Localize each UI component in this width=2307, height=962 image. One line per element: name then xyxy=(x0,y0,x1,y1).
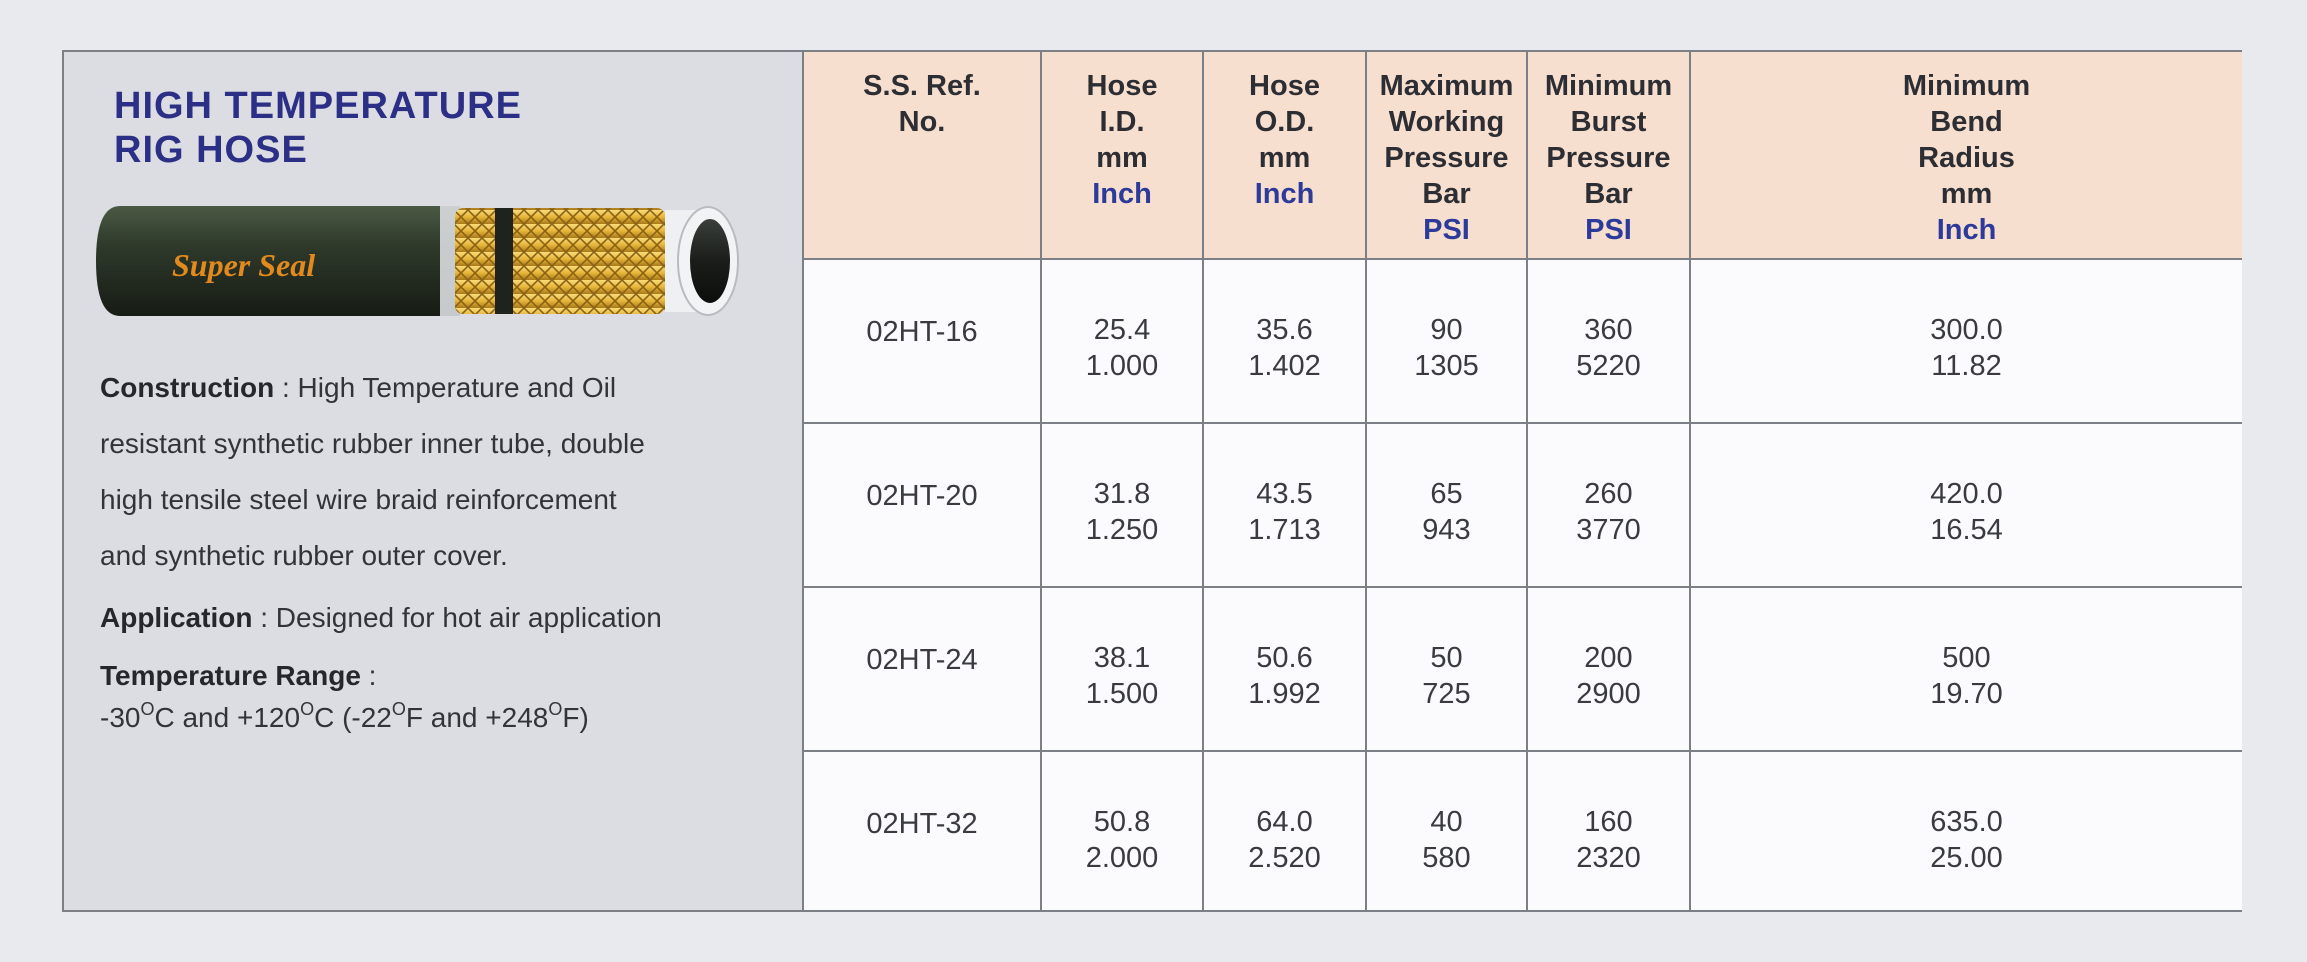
cell-value: 64.0 xyxy=(1256,806,1313,838)
header-line: Maximum xyxy=(1379,70,1514,102)
header-line: Bar xyxy=(1422,178,1471,210)
cell-ref xyxy=(804,752,1042,910)
header-line: Bend xyxy=(1930,106,2003,138)
brand-logo: Super Seal xyxy=(172,247,316,283)
header-line: Pressure xyxy=(1384,142,1509,174)
cell-bend-radius xyxy=(1691,752,2242,910)
header-unit: Inch xyxy=(1936,214,1997,246)
cell-hose-od xyxy=(1204,752,1367,910)
cell-value: 11.82 xyxy=(1931,350,2002,382)
cell-value: 3770 xyxy=(1576,514,1641,546)
application-label: Application xyxy=(100,602,253,633)
header-line: mm xyxy=(1258,142,1311,174)
cell-value: 420.0 xyxy=(1930,478,2003,510)
header-min-burst-pressure xyxy=(1528,52,1691,260)
cell-burst-pressure xyxy=(1528,752,1691,910)
cell-hose-od xyxy=(1204,588,1367,752)
hose-braid-inner xyxy=(520,212,665,310)
cell-value: 943 xyxy=(1422,514,1471,546)
cell-value: 02HT-24 xyxy=(866,644,978,676)
cell-value: 40 xyxy=(1430,806,1463,838)
cell-ref xyxy=(804,260,1042,424)
cell-value: 2.520 xyxy=(1248,842,1321,874)
cell-value: 02HT-20 xyxy=(866,480,978,512)
cell-hose-id xyxy=(1042,424,1204,588)
cell-ref xyxy=(804,424,1042,588)
header-hose-id xyxy=(1042,52,1204,260)
header-line: Minimum xyxy=(1544,70,1673,102)
specification-table xyxy=(804,52,2242,910)
header-line: Burst xyxy=(1570,106,1647,138)
cell-hose-od xyxy=(1204,424,1367,588)
title-line-2: RIG HOSE xyxy=(114,129,308,171)
cell-hose-id xyxy=(1042,752,1204,910)
hose-illustration xyxy=(90,196,750,326)
cell-value: 25.4 xyxy=(1093,314,1151,346)
cell-value: 580 xyxy=(1422,842,1471,874)
cell-value: 38.1 xyxy=(1093,642,1151,674)
cell-value: 50.8 xyxy=(1093,806,1151,838)
header-hose-od xyxy=(1204,52,1367,260)
cell-value: 360 xyxy=(1584,314,1633,346)
spec-sheet xyxy=(62,50,2242,912)
cell-value: 2.000 xyxy=(1085,842,1159,874)
cell-value: 1.992 xyxy=(1248,678,1321,710)
product-title xyxy=(114,84,522,172)
cell-value: 635.0 xyxy=(1930,806,2003,838)
cell-value: 1.500 xyxy=(1085,678,1159,710)
header-line: mm xyxy=(1096,142,1148,174)
cell-burst-pressure xyxy=(1528,424,1691,588)
cell-value: 5220 xyxy=(1576,350,1641,382)
header-max-working-pressure xyxy=(1367,52,1528,260)
temperature-range-heading: Temperature Range : xyxy=(100,660,377,691)
cell-value: 1.713 xyxy=(1248,514,1321,546)
title-line-1: HIGH TEMPERATURE xyxy=(114,85,522,127)
header-line: No. xyxy=(898,106,946,138)
header-min-bend-radius xyxy=(1691,52,2242,260)
header-line: Bar xyxy=(1584,178,1633,210)
cell-value: 25.00 xyxy=(1930,842,2003,874)
cell-value: 300.0 xyxy=(1930,314,2003,346)
cell-value: 500 xyxy=(1942,642,1991,674)
header-unit: Inch xyxy=(1092,178,1152,210)
temperature-range-value: $-30^OC$ and $+120^OC$ ($-22^OF$ and $+248^OF$) xyxy=(100,699,589,733)
cell-value: 2900 xyxy=(1576,678,1641,710)
header-unit: PSI xyxy=(1423,214,1470,246)
cell-value: 200 xyxy=(1584,642,1633,674)
product-panel xyxy=(64,52,804,910)
construction-label: Construction xyxy=(100,372,275,403)
cell-bend-radius xyxy=(1691,260,2242,424)
cell-value: 90 xyxy=(1430,314,1463,346)
cell-value: 02HT-16 xyxy=(866,316,978,348)
cell-value: 1.250 xyxy=(1085,514,1159,546)
cell-hose-id xyxy=(1042,588,1204,752)
cell-value: 260 xyxy=(1584,478,1633,510)
header-line: Minimum xyxy=(1902,70,2031,102)
cell-value: 2320 xyxy=(1576,842,1641,874)
cell-value: 43.5 xyxy=(1256,478,1313,510)
header-unit: Inch xyxy=(1254,178,1315,210)
cell-working-pressure xyxy=(1367,588,1528,752)
header-line: S.S. Ref. xyxy=(863,70,981,102)
header-line: mm xyxy=(1940,178,1993,210)
cell-working-pressure xyxy=(1367,424,1528,588)
hose-inner-tube xyxy=(690,219,730,303)
cell-burst-pressure xyxy=(1528,260,1691,424)
cell-value: 35.6 xyxy=(1256,314,1313,346)
cell-value: 1.402 xyxy=(1248,350,1321,382)
header-line: Hose xyxy=(1249,70,1320,102)
cell-value: 16.54 xyxy=(1930,514,2003,546)
application-text: Application : Designed for hot air application xyxy=(100,602,662,633)
cell-value: 50.6 xyxy=(1256,642,1313,674)
header-line: Hose xyxy=(1086,70,1158,102)
construction-text: Construction : High Temperature and Oil resistant synthetic rubber inner tube, double high tensile steel wire braid reinforcement and synthetic rubber outer cover. xyxy=(100,372,645,571)
temperature-label: Temperature Range xyxy=(100,660,361,691)
cell-value: 50 xyxy=(1430,642,1463,674)
header-line: O.D. xyxy=(1254,106,1315,138)
header-line: I.D. xyxy=(1099,106,1145,138)
cell-value: 02HT-32 xyxy=(866,808,978,840)
cell-working-pressure xyxy=(1367,752,1528,910)
cell-value: 65 xyxy=(1430,478,1463,510)
cell-value: 1305 xyxy=(1414,350,1479,382)
header-line: Radius xyxy=(1918,142,2015,174)
cell-bend-radius xyxy=(1691,424,2242,588)
cell-ref xyxy=(804,588,1042,752)
header-ref-no xyxy=(804,52,1042,260)
cell-hose-od xyxy=(1204,260,1367,424)
header-line: Working xyxy=(1388,106,1505,138)
cell-value: 19.70 xyxy=(1930,678,2003,710)
cell-value: 725 xyxy=(1422,678,1471,710)
cell-hose-id xyxy=(1042,260,1204,424)
header-unit: PSI xyxy=(1585,214,1632,246)
cell-working-pressure xyxy=(1367,260,1528,424)
cell-value: 1.000 xyxy=(1085,350,1159,382)
cell-bend-radius xyxy=(1691,588,2242,752)
cell-value: 160 xyxy=(1584,806,1633,838)
product-description xyxy=(100,360,790,738)
cell-value: 31.8 xyxy=(1093,478,1151,510)
cell-burst-pressure xyxy=(1528,588,1691,752)
header-line: Pressure xyxy=(1546,142,1671,174)
